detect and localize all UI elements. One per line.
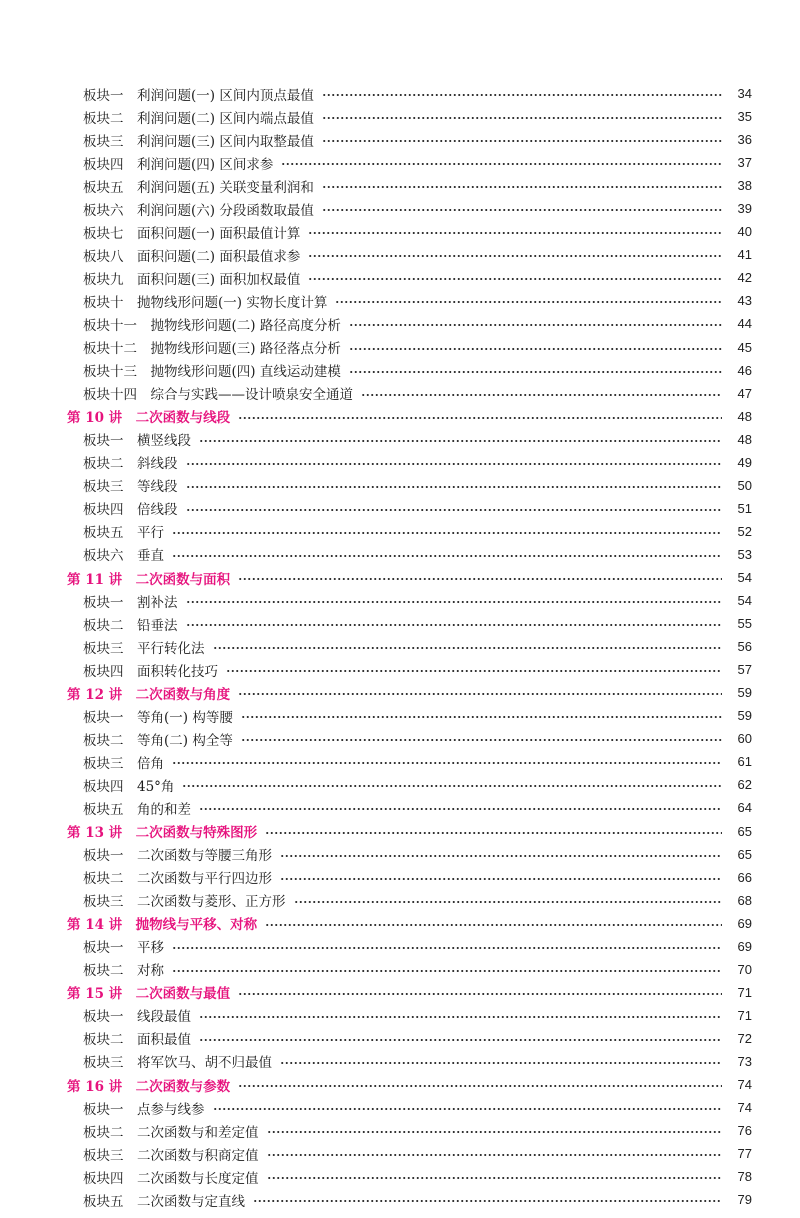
subsection-title: 板块二 等角(二) 构全等 xyxy=(83,732,233,749)
dot-leader xyxy=(199,1039,722,1041)
page-number: 65 xyxy=(737,823,752,839)
toc-subsection-entry[interactable] xyxy=(62,289,752,312)
dot-leader xyxy=(265,832,722,834)
page-number: 79 xyxy=(737,1192,752,1208)
subsection-title: 板块八 面积问题(二) 面积最值求参 xyxy=(83,248,301,265)
subsection-title: 板块四 倍线段 xyxy=(83,502,178,519)
section-title: 第 16 讲 二次函数与参数 xyxy=(67,1078,231,1095)
toc-subsection-entry[interactable] xyxy=(62,796,752,819)
page-number: 64 xyxy=(737,800,752,816)
dot-leader xyxy=(226,670,722,672)
toc-subsection-entry[interactable] xyxy=(62,1050,752,1073)
subsection-title: 板块四 利润问题(四) 区间求参 xyxy=(83,156,274,173)
page-number: 50 xyxy=(737,477,752,493)
subsection-title: 板块一 二次函数与等腰三角形 xyxy=(83,848,272,865)
dot-leader xyxy=(281,163,722,165)
subsection-title: 板块三 倍角 xyxy=(83,755,164,772)
toc-section-entry[interactable] xyxy=(62,405,752,428)
toc-subsection-entry[interactable] xyxy=(62,750,752,773)
toc-subsection-entry[interactable] xyxy=(62,266,752,289)
dot-leader xyxy=(322,140,722,142)
page-number: 57 xyxy=(737,662,752,678)
toc-subsection-entry[interactable] xyxy=(62,1142,752,1165)
subsection-title: 板块一 平移 xyxy=(83,940,164,957)
page-number: 66 xyxy=(737,869,752,885)
subsection-title: 板块五 利润问题(五) 关联变量利润和 xyxy=(83,179,314,196)
dot-leader xyxy=(267,1177,723,1179)
toc-subsection-entry[interactable] xyxy=(62,773,752,796)
subsection-title: 板块四 面积转化技巧 xyxy=(83,663,218,680)
dot-leader xyxy=(322,209,722,211)
page-number: 72 xyxy=(737,1030,752,1046)
page-number: 47 xyxy=(737,385,752,401)
toc-subsection-entry[interactable] xyxy=(62,336,752,359)
dot-leader xyxy=(172,555,722,557)
page-number: 43 xyxy=(737,293,752,309)
page-number: 36 xyxy=(737,132,752,148)
section-title: 第 12 讲 二次函数与角度 xyxy=(67,686,231,703)
subsection-title: 板块六 利润问题(六) 分段函数取最值 xyxy=(83,202,314,219)
page-number: 71 xyxy=(737,984,752,1000)
toc-subsection-entry[interactable] xyxy=(62,359,752,382)
page-number: 56 xyxy=(737,639,752,655)
subsection-title: 板块六 垂直 xyxy=(83,548,164,565)
dot-leader xyxy=(322,94,722,96)
subsection-title: 板块七 面积问题(一) 面积最值计算 xyxy=(83,225,301,242)
subsection-title: 板块十一 抛物线形问题(二) 路径高度分析 xyxy=(83,317,341,334)
toc-subsection-entry[interactable] xyxy=(62,889,752,912)
page-number: 40 xyxy=(737,224,752,240)
page-number: 49 xyxy=(737,454,752,470)
dot-leader xyxy=(294,901,723,903)
section-title: 第 10 讲 二次函数与线段 xyxy=(67,410,231,427)
toc-subsection-entry[interactable] xyxy=(62,197,752,220)
toc-subsection-entry[interactable] xyxy=(62,105,752,128)
toc-section-entry[interactable] xyxy=(62,1073,752,1096)
dot-leader xyxy=(241,739,722,741)
toc-subsection-entry[interactable] xyxy=(62,935,752,958)
page-number: 48 xyxy=(737,408,752,424)
subsection-title: 板块三 利润问题(三) 区间内取整最值 xyxy=(83,133,314,150)
page-number: 41 xyxy=(737,247,752,263)
page-number: 68 xyxy=(737,892,752,908)
toc-section-entry[interactable] xyxy=(62,681,752,704)
toc-subsection-entry[interactable] xyxy=(62,151,752,174)
page-number: 59 xyxy=(737,685,752,701)
dot-leader xyxy=(335,301,722,303)
subsection-title: 板块二 铅垂法 xyxy=(83,617,178,634)
dot-leader xyxy=(199,440,722,442)
toc-subsection-entry[interactable] xyxy=(62,82,752,105)
page-number: 34 xyxy=(737,86,752,102)
dot-leader xyxy=(280,855,722,857)
toc-subsection-entry[interactable] xyxy=(62,958,752,981)
subsection-title: 板块二 面积最值 xyxy=(83,1032,191,1049)
dot-leader xyxy=(238,417,722,419)
toc-subsection-entry[interactable] xyxy=(62,474,752,497)
subsection-title: 板块二 斜线段 xyxy=(83,456,178,473)
page-number: 65 xyxy=(737,846,752,862)
dot-leader xyxy=(349,371,722,373)
dot-leader xyxy=(241,716,722,718)
dot-leader xyxy=(308,232,722,234)
toc-subsection-entry[interactable] xyxy=(62,1119,752,1142)
dot-leader xyxy=(186,509,723,511)
subsection-title: 板块二 二次函数与和差定值 xyxy=(83,1124,259,1141)
dot-leader xyxy=(322,117,722,119)
dot-leader xyxy=(238,578,722,580)
toc-subsection-entry[interactable] xyxy=(62,866,752,889)
dot-leader xyxy=(265,924,722,926)
toc-subsection-entry[interactable] xyxy=(62,843,752,866)
dot-leader xyxy=(238,1085,722,1087)
toc-subsection-entry[interactable] xyxy=(62,220,752,243)
toc-subsection-entry[interactable] xyxy=(62,612,752,635)
dot-leader xyxy=(238,693,722,695)
dot-leader xyxy=(172,532,722,534)
toc-subsection-entry[interactable] xyxy=(62,635,752,658)
subsection-title: 板块九 面积问题(三) 面积加权最值 xyxy=(83,271,301,288)
page-number: 69 xyxy=(737,938,752,954)
toc-subsection-entry[interactable] xyxy=(62,382,752,405)
page-number: 44 xyxy=(737,316,752,332)
toc-subsection-entry[interactable] xyxy=(62,174,752,197)
dot-leader xyxy=(186,624,723,626)
subsection-title: 板块十三 抛物线形问题(四) 直线运动建模 xyxy=(83,364,341,381)
dot-leader xyxy=(253,1200,722,1202)
dot-leader xyxy=(349,348,722,350)
toc-section-entry[interactable] xyxy=(62,981,752,1004)
dot-leader xyxy=(199,1016,722,1018)
dot-leader xyxy=(267,1154,723,1156)
page-number: 53 xyxy=(737,546,752,562)
toc-subsection-entry[interactable] xyxy=(62,128,752,151)
dot-leader xyxy=(280,878,722,880)
page-number: 37 xyxy=(737,155,752,171)
toc-subsection-entry[interactable] xyxy=(62,428,752,451)
toc-subsection-entry[interactable] xyxy=(62,520,752,543)
page-number: 42 xyxy=(737,270,752,286)
subsection-title: 板块三 将军饮马、胡不归最值 xyxy=(83,1055,272,1072)
dot-leader xyxy=(186,463,723,465)
subsection-title: 板块五 角的和差 xyxy=(83,801,191,818)
toc-subsection-entry[interactable] xyxy=(62,1027,752,1050)
table-of-contents xyxy=(62,82,752,1211)
toc-section-entry[interactable] xyxy=(62,912,752,935)
toc-subsection-entry[interactable] xyxy=(62,543,752,566)
page-number: 74 xyxy=(737,1100,752,1116)
subsection-title: 板块四 二次函数与长度定值 xyxy=(83,1170,259,1187)
toc-subsection-entry[interactable] xyxy=(62,1188,752,1211)
toc-subsection-entry[interactable] xyxy=(62,658,752,681)
subsection-title: 板块五 二次函数与定直线 xyxy=(83,1193,245,1210)
toc-subsection-entry[interactable] xyxy=(62,312,752,335)
subsection-title: 板块十四 综合与实践——设计喷泉安全通道 xyxy=(83,387,353,404)
toc-subsection-entry[interactable] xyxy=(62,1096,752,1119)
toc-section-entry[interactable] xyxy=(62,566,752,589)
page-number: 76 xyxy=(737,1123,752,1139)
toc-subsection-entry[interactable] xyxy=(62,1165,752,1188)
subsection-title: 板块二 对称 xyxy=(83,963,164,980)
dot-leader xyxy=(172,947,722,949)
subsection-title: 板块十二 抛物线形问题(三) 路径落点分析 xyxy=(83,341,341,358)
subsection-title: 板块十 抛物线形问题(一) 实物长度计算 xyxy=(83,294,328,311)
page-number: 59 xyxy=(737,708,752,724)
toc-subsection-entry[interactable] xyxy=(62,1004,752,1027)
page-number: 54 xyxy=(737,570,752,585)
dot-leader xyxy=(308,255,722,257)
subsection-title: 板块一 利润问题(一) 区间内顶点最值 xyxy=(83,87,314,104)
page-number: 39 xyxy=(737,201,752,217)
subsection-title: 板块一 横竖线段 xyxy=(83,433,191,450)
page-number: 70 xyxy=(737,961,752,977)
section-title: 第 13 讲 二次函数与特殊图形 xyxy=(67,825,258,842)
page-number: 73 xyxy=(737,1053,752,1069)
dot-leader xyxy=(238,993,722,995)
page-number: 48 xyxy=(737,431,752,447)
dot-leader xyxy=(199,808,722,810)
page-number: 51 xyxy=(737,500,752,516)
page-number: 78 xyxy=(737,1169,752,1185)
subsection-title: 板块二 二次函数与平行四边形 xyxy=(83,871,272,888)
subsection-title: 板块二 利润问题(二) 区间内端点最值 xyxy=(83,110,314,127)
subsection-title: 板块三 二次函数与菱形、正方形 xyxy=(83,894,286,911)
subsection-title: 板块三 等线段 xyxy=(83,479,178,496)
dot-leader xyxy=(267,1131,723,1133)
toc-subsection-entry[interactable] xyxy=(62,451,752,474)
toc-subsection-entry[interactable] xyxy=(62,243,752,266)
subsection-title: 板块三 二次函数与积商定值 xyxy=(83,1147,259,1164)
page-number: 61 xyxy=(737,754,752,770)
page-number: 46 xyxy=(737,362,752,378)
dot-leader xyxy=(308,278,722,280)
subsection-title: 板块一 等角(一) 构等腰 xyxy=(83,709,233,726)
page-number: 77 xyxy=(737,1146,752,1162)
dot-leader xyxy=(280,1062,722,1064)
dot-leader xyxy=(349,324,722,326)
page-number: 74 xyxy=(737,1077,752,1093)
section-title: 第 15 讲 二次函数与最值 xyxy=(67,986,231,1003)
dot-leader xyxy=(213,1108,723,1110)
page-number: 45 xyxy=(737,339,752,355)
dot-leader xyxy=(186,601,723,603)
page-number: 55 xyxy=(737,616,752,632)
page-number: 54 xyxy=(737,593,752,609)
section-title: 第 14 讲 抛物线与平移、对称 xyxy=(67,917,258,934)
toc-subsection-entry[interactable] xyxy=(62,704,752,727)
section-title: 第 11 讲 二次函数与面积 xyxy=(67,571,231,588)
subsection-title: 板块三 平行转化法 xyxy=(83,640,205,657)
dot-leader xyxy=(186,486,723,488)
toc-subsection-entry[interactable] xyxy=(62,589,752,612)
subsection-title: 板块五 平行 xyxy=(83,525,164,542)
dot-leader xyxy=(172,762,722,764)
toc-subsection-entry[interactable] xyxy=(62,497,752,520)
subsection-title: 板块一 割补法 xyxy=(83,594,178,611)
dot-leader xyxy=(322,186,722,188)
dot-leader xyxy=(182,785,722,787)
dot-leader xyxy=(213,647,723,649)
toc-subsection-entry[interactable] xyxy=(62,727,752,750)
subsection-title: 板块四 45°角 xyxy=(83,778,175,795)
page-number: 38 xyxy=(737,178,752,194)
subsection-title: 板块一 线段最值 xyxy=(83,1009,191,1026)
toc-section-entry[interactable] xyxy=(62,820,752,843)
dot-leader xyxy=(172,970,722,972)
page-number: 71 xyxy=(737,1007,752,1023)
page-number: 69 xyxy=(737,915,752,931)
page-number: 62 xyxy=(737,777,752,793)
page-number: 52 xyxy=(737,523,752,539)
subsection-title: 板块一 点参与线参 xyxy=(83,1101,205,1118)
dot-leader xyxy=(361,394,722,396)
page-number: 35 xyxy=(737,109,752,125)
page-number: 60 xyxy=(737,731,752,747)
